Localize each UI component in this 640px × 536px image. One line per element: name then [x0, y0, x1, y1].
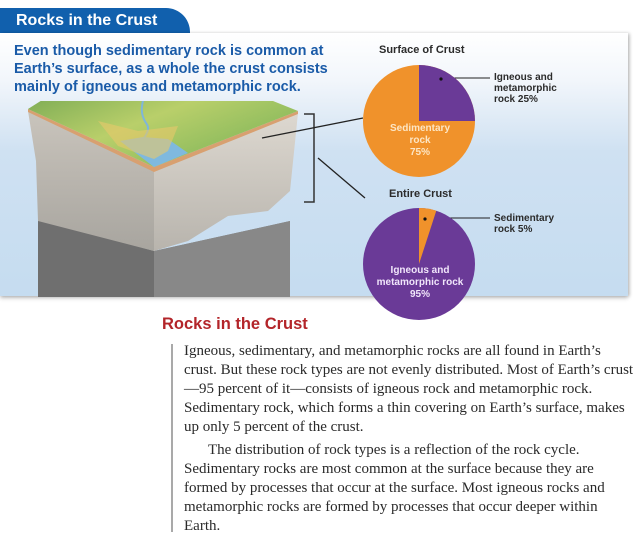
entire-inner-label: Igneous and metamorphic rock 95%: [376, 265, 464, 300]
figure-tab-title: Rocks in the Crust: [0, 8, 190, 35]
surface-inner-label: Sedimentary rock 75%: [389, 123, 451, 158]
entire-callout-label: Sedimentary rock 5%: [494, 213, 555, 235]
crust-block-illustration: [28, 101, 318, 297]
paragraph: Igneous, sedimentary, and metamorphic rocks are all found in Earth’s crust. But these rock types are not evenly distributed. Most of Earth’s crust—95 percent of it—consists of igneous rock and metamorphic rock. Sedimentary rock, which forms a thin covering on Earth’s surface, makes up only 5 percent of the crust.: [184, 343, 634, 435]
surface-callout-label: Igneous and metamorphic rock 25%: [494, 72, 557, 105]
section-heading: Rocks in the Crust: [162, 315, 308, 333]
figure-lede: Even though sedimentary rock is common at Earth’s surface, as a whole the crust consists mainly of igneous and metamorphic rock.: [14, 43, 328, 95]
surface-pie-chart: [362, 64, 476, 178]
body-text: [184, 342, 634, 536]
figure-panel: [0, 33, 628, 300]
surface-chart-title: Surface of Crust: [379, 44, 465, 56]
entire-chart-title: Entire Crust: [389, 188, 452, 200]
entire-pie-chart: [362, 207, 476, 321]
paragraph: The distribution of rock types is a reflection of the rock cycle. Sedimentary rocks are most common at the surface because they are formed by processes that occur at the surface. Most igneous rocks and metamorphic rocks are formed by processes that occur deeper within Earth.: [184, 442, 605, 534]
margin-rule: [171, 344, 173, 532]
